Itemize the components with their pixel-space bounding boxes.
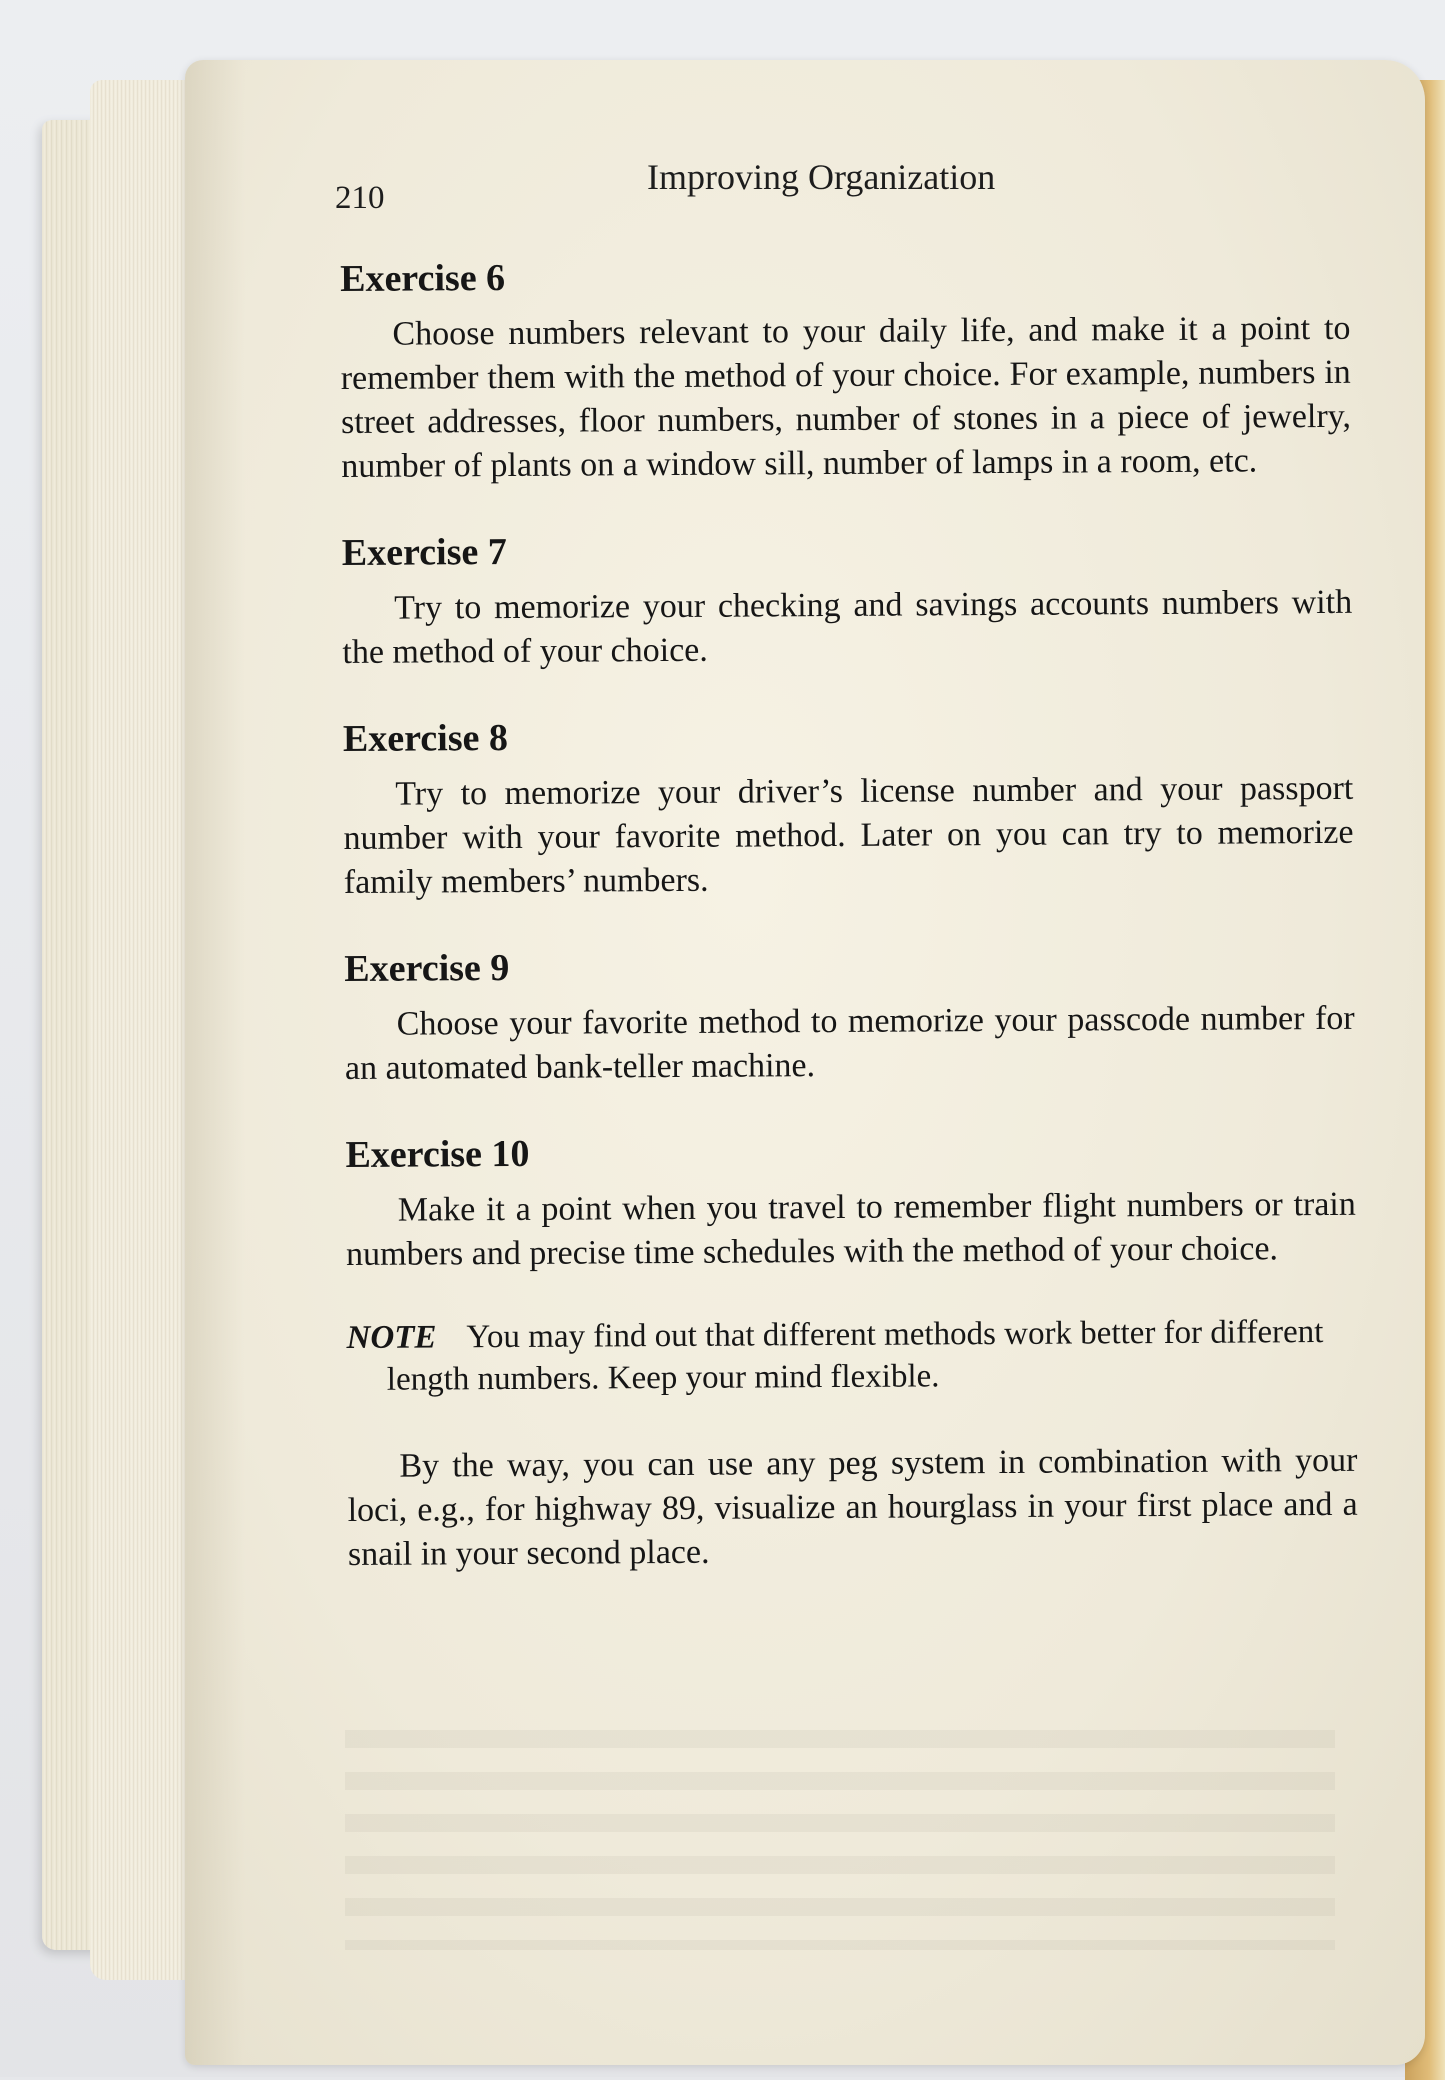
exercise-title: Exercise 10 <box>345 1132 530 1176</box>
page-number: 210 <box>335 180 385 216</box>
exercise-body: Try to memorize your checking and savings accounts numbers with the method of your choice. <box>342 583 1353 671</box>
exercise-body: Choose numbers relevant to your daily life, and make it a point to remember them with the method of your choice. For example, numbers in street addresses, floor numbers, number of stones in a piece of jewelry, number of plants on a window sill, number of lamps in a room, etc. <box>340 309 1352 485</box>
page-gutter-shadow <box>185 60 245 2065</box>
running-title: Improving Organization <box>647 157 996 197</box>
exercise-body: Make it a point when you travel to remember flight numbers or train numbers and precise time schedules with the method of your choice. <box>345 1185 1356 1273</box>
page-content <box>340 249 1358 1577</box>
note-label: NOTE <box>346 1319 437 1356</box>
exercise-title: Exercise 8 <box>342 716 509 760</box>
note-text: You may find out that different methods work better for different length numbers. Keep your mind flexible. <box>386 1314 1324 1398</box>
exercise-10 <box>345 1125 1356 1277</box>
exercise-body: Try to memorize your driver’s license number and your passport number with your favorite method. Later on you can try to memorize family members’ numbers. <box>343 769 1354 901</box>
exercise-8 <box>343 709 1354 905</box>
closing-paragraph: By the way, you can use any peg system in combination with your loci, e.g., for highway 89, visualize an hourglass in your first place and a snail in your second place. <box>347 1441 1358 1573</box>
page-header <box>335 150 1035 216</box>
show-through-text <box>345 1730 1335 1950</box>
exercise-body: Choose your favorite method to memorize your passcode number for an automated bank-teller machine. <box>344 999 1355 1087</box>
exercise-6 <box>340 249 1351 489</box>
note <box>346 1311 1356 1401</box>
exercise-7 <box>342 523 1353 675</box>
exercise-title: Exercise 6 <box>340 256 506 300</box>
exercise-title: Exercise 9 <box>344 946 510 990</box>
exercise-title: Exercise 7 <box>341 530 507 574</box>
exercise-9 <box>344 939 1355 1091</box>
